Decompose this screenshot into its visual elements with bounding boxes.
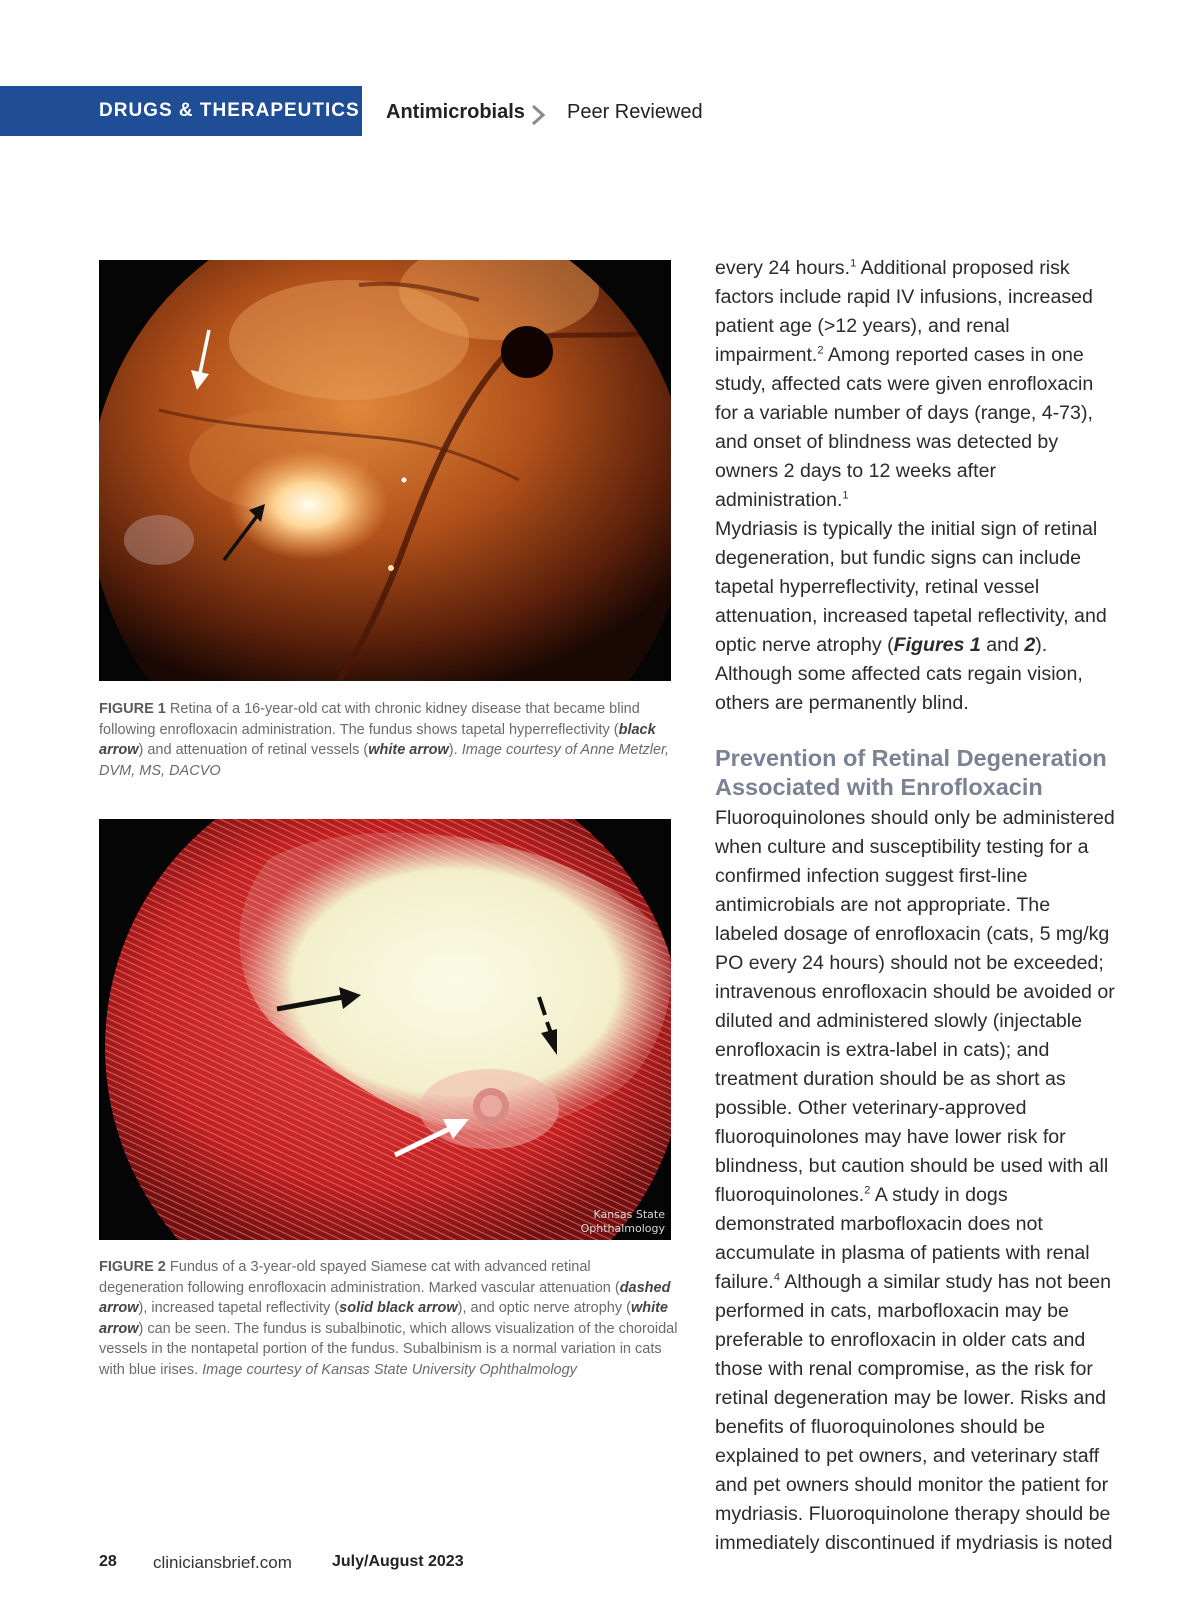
reference-superscript: 1 xyxy=(842,489,849,502)
caption-emphasis: dashed arrow xyxy=(99,1279,671,1317)
caption-emphasis: solid black arrow xyxy=(339,1300,458,1317)
body-text: Mydriasis is typically the initial sign of retinal degeneration, but fundic signs can include tapetal hyperreflectivity, retinal vessel attenuation, increased tapetal reflectivity, and optic nerve atrophy ( xyxy=(715,518,1107,656)
body-paragraph-1 xyxy=(715,254,1115,515)
body-paragraph-2 xyxy=(715,515,1115,718)
breadcrumb-peer-reviewed[interactable]: Peer Reviewed xyxy=(567,101,703,123)
chevron-right-icon xyxy=(530,104,546,126)
body-text: every 24 hours. xyxy=(715,257,851,279)
reference-superscript: 1 xyxy=(850,257,857,270)
caption-text: ). xyxy=(448,742,462,759)
reference-superscript: 4 xyxy=(773,1271,780,1284)
caption-text: ), and optic nerve atrophy ( xyxy=(457,1300,631,1317)
body-text: Fluoroquinolones should only be administered when culture and susceptibility testing for a confirmed infection suggest first-line antimicrobials are not appropriate. The labeled dosage of enrofloxacin (cats, 5 mg/kg PO every 24 hours) should not be exceeded; intravenous enrofloxacin should be avoided or diluted and administered slowly (injectable enrofloxacin is extra-label in cats); and treatment duration should be as short as possible. Other veterinary-approved fluoroquinolones may have lower risk for blindness, but caution should be used with all fluoroquinolones. xyxy=(715,807,1115,1206)
reference-superscript: 2 xyxy=(864,1184,871,1197)
body-text: Although a similar study has not been performed in cats, marbofloxacin may be preferable to enrofloxacin in older cats and those with renal compromise, as the risk for retinal degeneration may be lower. Risks and benefits of fluoroquinolones should be explained to pet owners, and veterinary staff and pet owners should monitor the patient for mydriasis. Fluoroquinolone therapy should be immediately discontinued if mydriasis is noted xyxy=(715,1271,1113,1554)
caption-emphasis: white arrow xyxy=(99,1300,668,1337)
page-number: 28 xyxy=(99,1553,117,1570)
figure-1-label: FIGURE 1 xyxy=(99,701,166,717)
body-text: A study in dogs demonstrated marbofloxacin does not accumulate in plasma of patients with renal failure. xyxy=(715,1184,1090,1293)
body-paragraph-3 xyxy=(715,804,1115,1558)
section-heading: Prevention of Retinal Degeneration Associated with Enrofloxacin xyxy=(715,745,1107,800)
caption-text: ), increased tapetal reflectivity ( xyxy=(138,1300,340,1317)
breadcrumb-antimicrobials[interactable]: Antimicrobials xyxy=(386,101,525,123)
body-text: ). Although some affected cats regain vision, others are permanently blind. xyxy=(715,634,1083,714)
caption-text: ) can be seen. The fundus is subalbinotic, which allows visualization of the choroidal vessels in the nontapetal portion of the fundus. Subalbinism is a normal variation in cats with blue irises. xyxy=(99,1320,678,1378)
body-text: Additional proposed risk factors include rapid IV infusions, increased patient age (>12 years), and renal impairment. xyxy=(715,257,1093,366)
figure-reference: 2 xyxy=(1024,634,1036,656)
figure-2-watermark: Kansas State xyxy=(593,1208,665,1221)
figure-2-watermark: Ophthalmology xyxy=(580,1222,665,1235)
figure-2-caption xyxy=(99,1257,679,1381)
reference-superscript: 2 xyxy=(817,344,824,357)
caption-text: Fundus of a 3-year-old spayed Siamese cat with advanced retinal degeneration following enrofloxacin administration. Marked vascular attenuation ( xyxy=(99,1259,620,1296)
body-text: and xyxy=(980,634,1025,656)
section-label: DRUGS & THERAPEUTICS xyxy=(99,100,360,121)
figure-2-label: FIGURE 2 xyxy=(99,1259,166,1275)
caption-emphasis: white arrow xyxy=(368,742,449,759)
site-link[interactable]: cliniciansbrief.com xyxy=(153,1553,292,1572)
figure-1-caption xyxy=(99,699,679,781)
figure-1-credit: Image courtesy of Anne Metzler, DVM, MS, DACVO xyxy=(99,742,670,779)
caption-text: Retina of a 16-year-old cat with chronic kidney disease that became blind following enrofloxacin administration. The fundus shows tapetal hyperreflectivity ( xyxy=(99,701,640,738)
figure-2-credit: Image courtesy of Kansas State University Ophthalmology xyxy=(202,1361,577,1378)
caption-text: ) and attenuation of retinal vessels ( xyxy=(138,742,369,759)
figure-1-retina-photo xyxy=(99,260,671,681)
figure-2-fundus-photo xyxy=(99,819,671,1240)
caption-emphasis: black arrow xyxy=(99,721,656,759)
body-text: Among reported cases in one study, affected cats were given enrofloxacin for a variable number of days (range, 4-73), and onset of blindness was detected by owners 2 days to 12 weeks after administration. xyxy=(715,344,1094,511)
issue-date: July/August 2023 xyxy=(332,1553,464,1570)
figure-reference: Figures 1 xyxy=(893,634,981,656)
